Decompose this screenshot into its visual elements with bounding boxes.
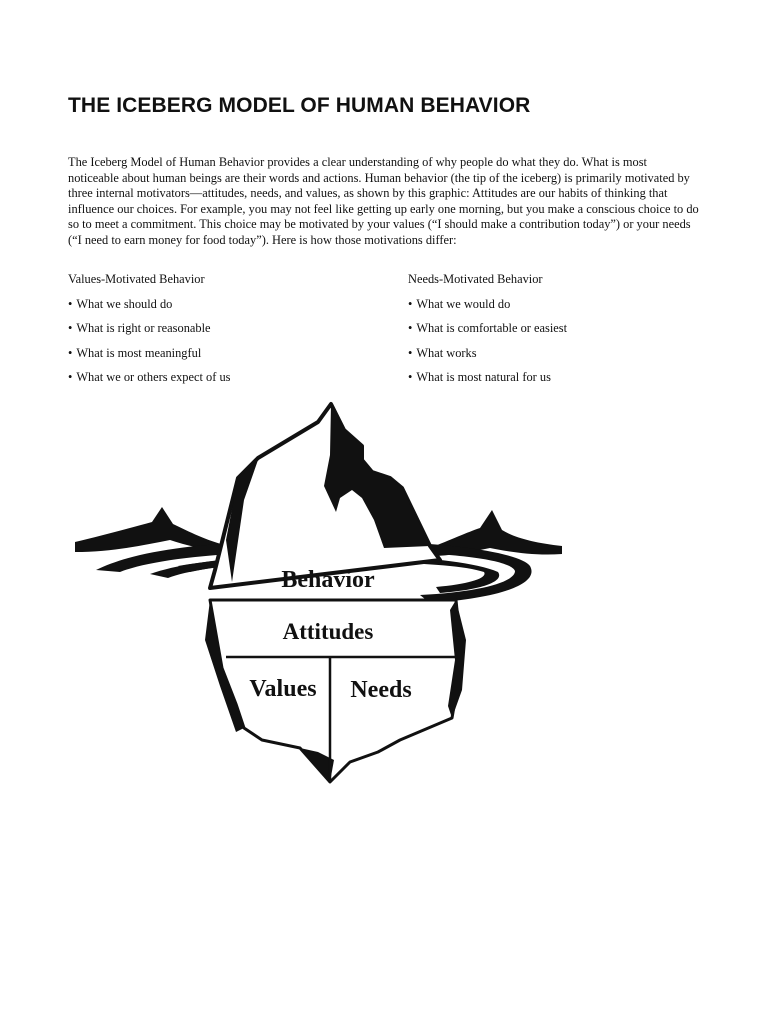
bullet-icon: •: [68, 296, 73, 311]
bullet-icon: •: [68, 345, 73, 360]
list-item: • What we should do: [68, 296, 173, 311]
list-item: • What is comfortable or easiest: [408, 321, 568, 335]
needs-column: [408, 272, 738, 395]
behavior-label: Behavior: [281, 567, 375, 593]
list-item: • What is most natural for us: [408, 370, 551, 384]
needs-column-heading: Needs-Motivated Behavior: [408, 272, 543, 286]
iceberg-tip: [210, 404, 440, 588]
values-label: Values: [249, 676, 317, 702]
values-list: [68, 297, 398, 395]
bullet-icon: •: [68, 370, 73, 384]
intro-paragraph: The Iceberg Model of Human Behavior provides a clear understanding of why people do what they do. What is most noticeable about human beings are their words and actions. Human behavior (the tip of the iceberg) is primarily motivated by three internal motivators—attitudes, needs, and values, as shown by this graphic: Attitudes are our habits of thinking that influence our choices. For example, you may not feel like getting up early one morning, but you make a conscious choice to do so to meet a commitment. This choice may be motivated by your values (“I should make a contribution today”) or your needs (“I need to earn money for food today”). Here is how those motivations differ:: [68, 155, 699, 247]
bullet-icon: •: [408, 321, 413, 335]
iceberg-diagram: [0, 395, 768, 795]
list-item: • What is most meaningful: [68, 345, 202, 360]
needs-label: Needs: [350, 677, 412, 703]
bullet-icon: •: [408, 345, 413, 360]
bullet-icon: •: [408, 370, 413, 384]
list-item: • What is right or reasonable: [68, 321, 211, 335]
document-title: THE ICEBERG MODEL OF HUMAN BEHAVIOR: [68, 94, 531, 117]
values-column-heading: Values-Motivated Behavior: [68, 272, 205, 286]
bullet-icon: •: [68, 321, 73, 335]
list-item: • What we would do: [408, 296, 511, 311]
values-column: [68, 272, 398, 395]
list-item: • What we or others expect of us: [68, 370, 231, 384]
attitudes-label: Attitudes: [282, 619, 374, 644]
needs-list: [408, 297, 738, 395]
list-item: • What works: [408, 345, 477, 360]
bullet-icon: •: [408, 296, 413, 311]
